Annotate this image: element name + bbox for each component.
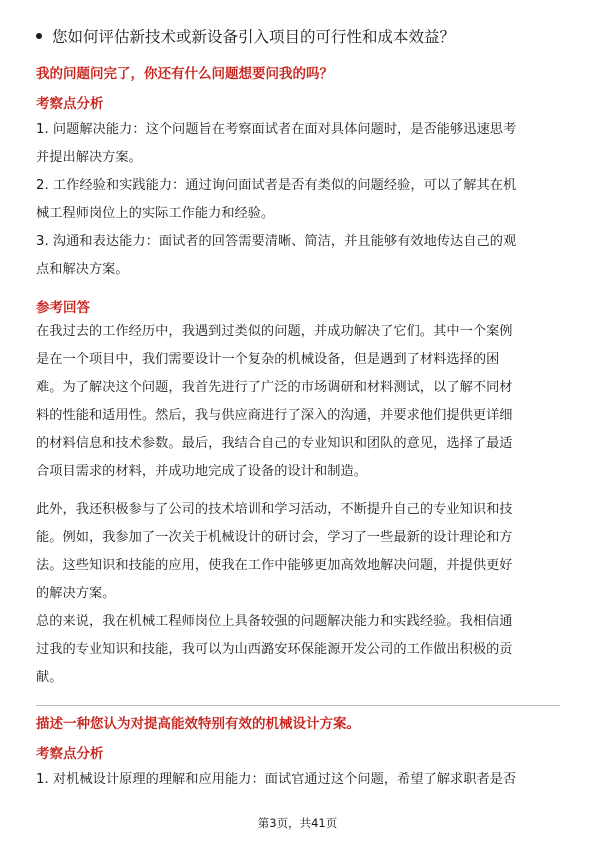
question-text: 您如何评估新技术或新设备引入项目的可行性和成本效益？ bbox=[52, 28, 456, 46]
answer-paragraph-1: 在我过去的工作经历中，我遇到过类似的问题，并成功解决了它们。其中一个案例 是在一个项目中，我们需要设计一个复杂的机械设备，但是遇到了材料选择的困 难。为了解决这个问题，我首先进行了广泛的市场调研和材料测试，以了解不同材 料的性能和适用性。然后，我与供应商进行了深入的沟通，并要求他们提供更详细 的材料信息和技术参数。最后，我结合自己的专业知识和团队的意见，选择了最适 合项目需求的材料，并成功地完成了设备的设计和制造。 bbox=[36, 324, 513, 479]
analysis-heading: 考察点分析 bbox=[36, 96, 104, 112]
analysis-item-2: 2. 工作经验和实践能力：通过询问面试者是否有类似的问题经验，可以了解其在机 械工程师岗位上的实际工作能力和经验。 bbox=[36, 178, 517, 221]
bullet-dot-icon bbox=[36, 33, 42, 39]
analysis-item-3: 3. 沟通和表达能力：面试者的回答需要清晰、简洁，并且能够有效地传达自己的观 点和解决方案。 bbox=[36, 234, 517, 277]
question-title: 描述一种您认为对提高能效特别有效的机械设计方案。 bbox=[36, 716, 360, 732]
analysis-heading: 考察点分析 bbox=[36, 746, 104, 762]
answer-paragraph-3: 总的来说，我在机械工程师岗位上具备较强的问题解决能力和实践经验。我相信通 过我的专业知识和技能，我可以为山西潞安环保能源开发公司的工作做出积极的贡 献。 bbox=[36, 614, 513, 685]
answer-paragraph-2: 此外，我还积极参与了公司的技术培训和学习活动，不断提升自己的专业知识和技 能。例如，我参加了一次关于机械设计的研讨会，学习了一些最新的设计理论和方 法。这些知识和技能的应用，使我在工作中能够更加高效地解决问题，并提供更好 的解决方案。 bbox=[36, 502, 513, 601]
question-title: 我的问题问完了，你还有什么问题想要问我的吗？ bbox=[36, 66, 333, 82]
analysis-item-1: 1. 对机械设计原理的理解和应用能力：面试官通过这个问题，希望了解求职者是否 bbox=[36, 772, 517, 787]
analysis-item-1: 1. 问题解决能力：这个问题旨在考察面试者在面对具体问题时，是否能够迅速思考 并提出解决方案。 bbox=[36, 122, 517, 165]
bullet-question bbox=[36, 26, 566, 48]
page-number: 第3页，共41页 bbox=[257, 816, 338, 830]
answer-heading: 参考回答 bbox=[36, 300, 90, 316]
section-divider bbox=[36, 705, 560, 706]
